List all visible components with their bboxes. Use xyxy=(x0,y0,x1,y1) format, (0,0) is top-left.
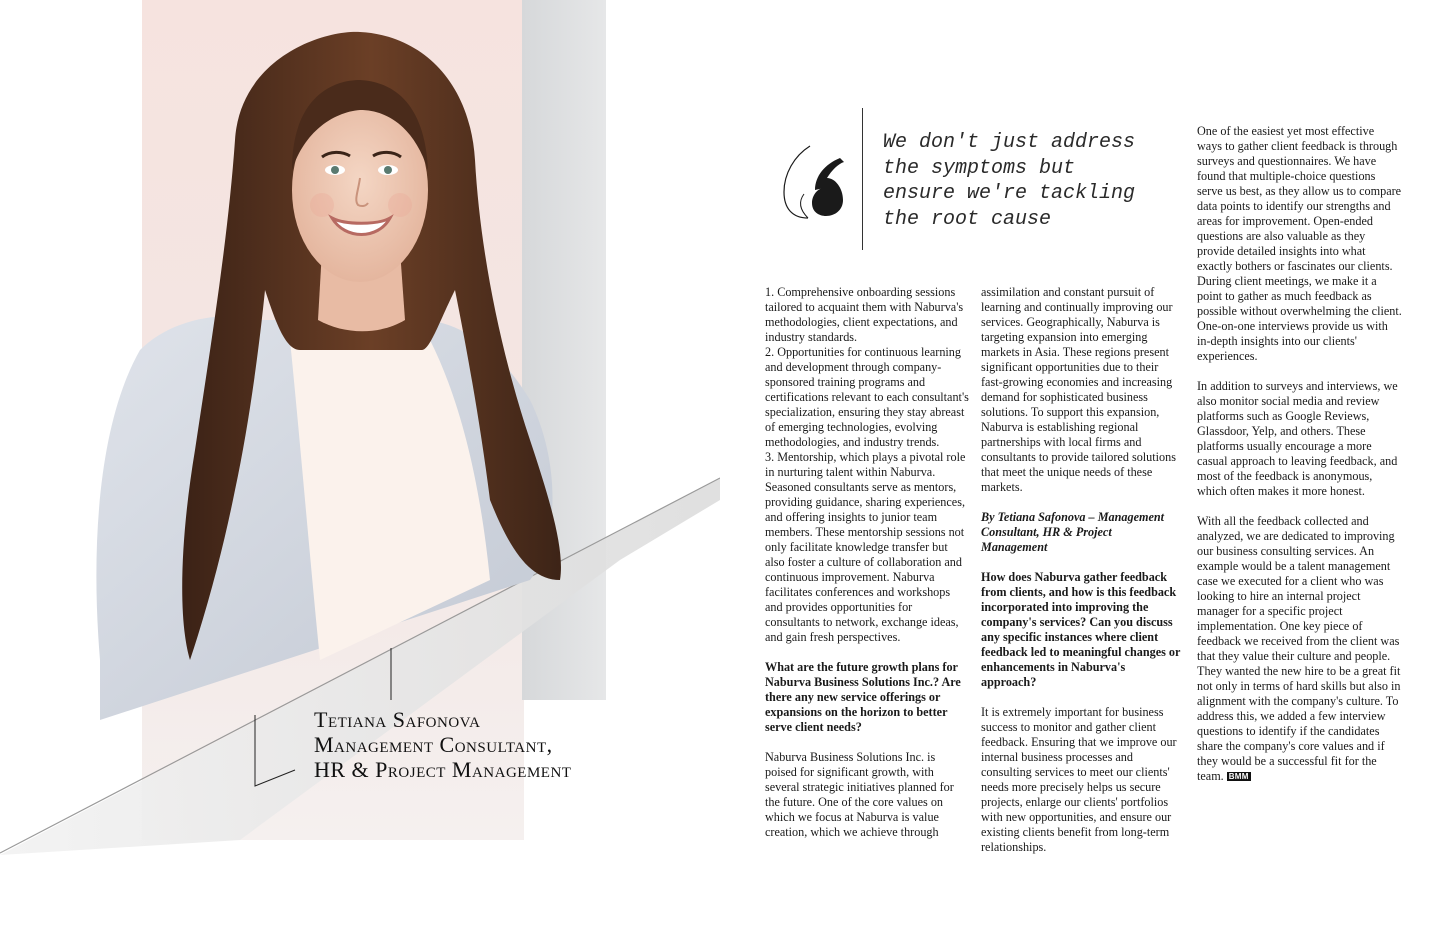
pull-quote-line: the symptoms but xyxy=(883,156,1076,180)
right-iris xyxy=(384,166,392,174)
interview-question: What are the future growth plans for Naburva Business Solutions Inc.? Are there any new service offerings or expansions on the horizon to better serve client needs? xyxy=(765,660,961,734)
paragraph: assimilation and constant pursuit of learning and continually improving our services. Geographically, Naburva is targeting expansion into emerging markets in Asia. These regions present significant opportunities due to their fast-growing economies and increasing demand for sophisticated business solutions. To support this expansion, Naburva is establishing regional partnerships with local firms and consultants to provide tailored solutions that meet the unique needs of these markets. xyxy=(981,285,1176,494)
left-iris xyxy=(331,166,339,174)
paragraph: It is extremely important for business success to monitor and gather client feedback. Ensuring that we improve our internal business processes and consulting services to meet our clients' needs more precisely helps us secure projects, enlarge our clients' portfolios with new opportunities, and ensure our existing clients benefit from long-term relationships. xyxy=(981,705,1177,854)
paragraph-final xyxy=(1197,514,1402,784)
pull-quote-line: ensure we're tackling xyxy=(883,182,1136,205)
pull-quote xyxy=(883,130,1183,232)
caption-name: Tetiana Safonova xyxy=(314,707,481,732)
text-column-3 xyxy=(1197,124,1402,784)
text-column-2 xyxy=(981,285,1181,855)
paragraph: 2. Opportunities for continuous learning and development through company-sponsored training programs and certifications relevant to each consultant's specialization, ensuring they stay abreast of emerging technologies, evolving methodologies, and industry trends. xyxy=(765,345,969,449)
portrait-photo xyxy=(60,20,620,720)
pull-quote-line: the root cause xyxy=(883,207,1052,231)
paragraph: 1. Comprehensive onboarding sessions tailored to acquaint them with Naburva's methodologies, client expectations, and industry standards. xyxy=(765,285,964,344)
paragraph: Naburva Business Solutions Inc. is poised for significant growth, with several strategic initiatives planned for the future. One of the core values on which we focus at Naburva is value creation, which we achieve through xyxy=(765,750,954,839)
paragraph-text: With all the feedback collected and analyzed, we are dedicated to improving our business consulting services. An example would be a talent management case we executed for a client who was looking to hire an internal project manager for a specific project implementation. One key piece of feedback we received from the client was that they value their culture and people. They wanted the new hire to be a great fit not only in terms of hard skills but also in alignment with the company's culture. To address this, we added a few interview questions to identify if the candidates share the company's core values and if they would be a successful fit for the team. xyxy=(1197,514,1401,783)
paragraph: 3. Mentorship, which plays a pivotal role in nurturing talent within Naburva. Seasoned consultants serve as mentors, providing guidance, sharing experiences, and offering insights to junior team members. These mentorship sessions not only facilitate knowledge transfer but also foster a culture of collaboration and continuous improvement. Naburva facilitates conferences and workshops and provides opportunities for consultants to network, exchange ideas, and gain fresh perspectives. xyxy=(765,450,966,644)
paragraph: In addition to surveys and interviews, we also monitor social media and review platforms such as Google Reviews, Glassdoor, Yelp, and others. These platforms usually encourage a more casual approach to leaving feedback, and most of the feedback is anonymous, which often makes it more honest. xyxy=(1197,379,1398,498)
pull-quote-line: We don't just address xyxy=(883,131,1136,154)
text-column-1 xyxy=(765,285,970,840)
interview-question: How does Naburva gather feedback from clients, and how is this feedback incorporated into improving the company's services? Can you discuss any specific instances where client feedback led to meaningful changes or enhancements in Naburva's approach? xyxy=(981,570,1181,689)
caption-title-line2: HR & Project Management xyxy=(314,757,572,782)
quote-divider xyxy=(862,108,863,250)
portrait-caption xyxy=(314,707,571,782)
paragraph: One of the easiest yet most effective ways to gather client feedback is through surveys and questionnaires. We have found that multiple-choice questions serve us best, as they allow us to compare data points to identify our strengths and areas for improvement. Open-ended questions are also valuable as they provide detailed insights into what exactly bothers or fascinates our clients. During client meetings, we make it a point to gather as much feedback as possible without overwhelming the client. One-on-one interviews provide us with in-depth insights into our clients' experiences. xyxy=(1197,124,1402,363)
caption-title-line1: Management Consultant, xyxy=(314,732,553,757)
byline: By Tetiana Safonova – Management Consultant, HR & Project Management xyxy=(981,510,1165,554)
end-mark-logo: BMM xyxy=(1228,772,1249,781)
quote-mark-icon xyxy=(780,140,850,222)
